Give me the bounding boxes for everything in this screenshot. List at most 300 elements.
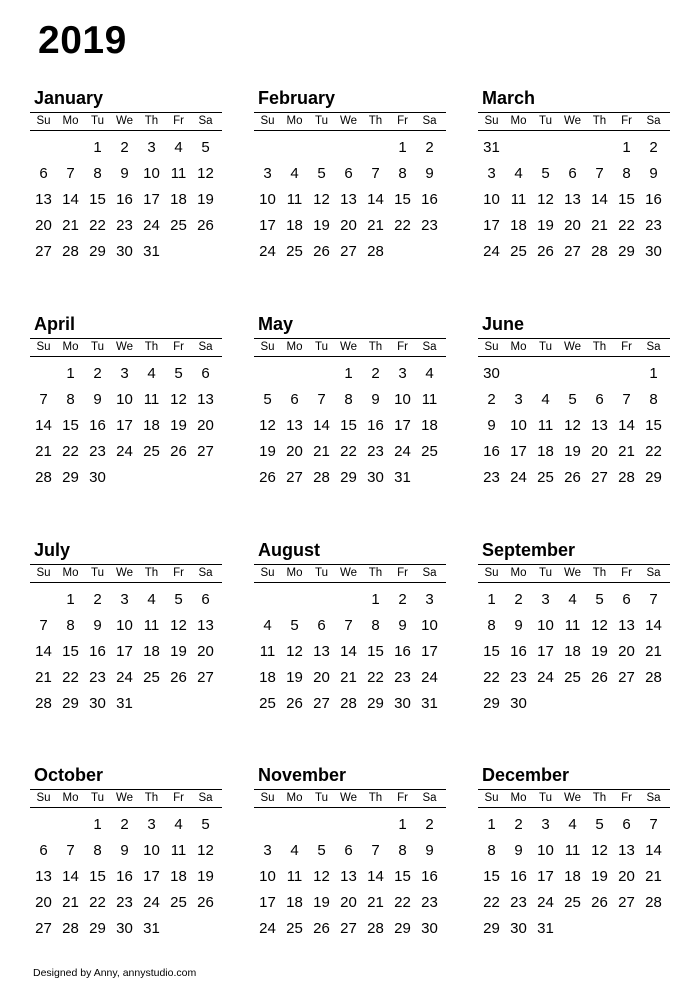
day-cell: 22 — [394, 217, 411, 234]
day-cell: 3 — [263, 165, 272, 182]
day-cell: 15 — [618, 191, 635, 208]
day-cell: 23 — [367, 443, 384, 460]
day-cell: 5 — [201, 816, 210, 833]
weekday-header — [30, 789, 222, 808]
weekday-label: We — [115, 341, 134, 353]
day-cell: 22 — [340, 443, 357, 460]
day-cell: 28 — [313, 469, 330, 486]
weekday-label: Mo — [62, 341, 79, 353]
weekday-header — [478, 789, 670, 808]
day-cell: 1 — [398, 139, 407, 156]
day-cell: 17 — [259, 217, 276, 234]
weekday-header — [254, 789, 446, 808]
day-cell: 9 — [514, 842, 523, 859]
month-august — [254, 539, 446, 720]
day-cell: 19 — [197, 191, 214, 208]
day-cell: 12 — [197, 165, 214, 182]
day-cell: 20 — [618, 643, 635, 660]
day-cell: 27 — [313, 695, 330, 712]
weekday-label: Th — [144, 341, 159, 353]
weekday-label: Tu — [91, 567, 104, 579]
weekday-label: Mo — [62, 115, 79, 127]
day-cell: 21 — [618, 443, 635, 460]
day-cell: 30 — [421, 920, 438, 937]
day-cell: 3 — [425, 591, 434, 608]
day-cell: 20 — [197, 417, 214, 434]
day-cell: 6 — [622, 816, 631, 833]
day-cell: 1 — [398, 816, 407, 833]
day-cell: 20 — [564, 217, 581, 234]
weekday-label: Th — [592, 341, 607, 353]
day-cell: 14 — [35, 643, 52, 660]
day-cell: 18 — [170, 191, 187, 208]
day-cell: 12 — [564, 417, 581, 434]
weekday-label: Su — [260, 115, 275, 127]
month-july — [30, 539, 222, 720]
weekday-label: Sa — [646, 567, 661, 579]
weekday-label: Su — [484, 567, 499, 579]
day-cell: 25 — [564, 894, 581, 911]
weekday-label: Th — [592, 792, 607, 804]
day-cell: 9 — [120, 165, 129, 182]
weekday-label: Mo — [286, 567, 303, 579]
day-cell: 27 — [35, 920, 52, 937]
day-cell: 29 — [483, 695, 500, 712]
day-cell: 14 — [62, 868, 79, 885]
day-cell: 8 — [398, 842, 407, 859]
weekday-label: Sa — [198, 567, 213, 579]
day-cell: 7 — [595, 165, 604, 182]
day-cell: 26 — [564, 469, 581, 486]
day-cell: 26 — [537, 243, 554, 260]
day-cell: 2 — [93, 591, 102, 608]
day-cell: 16 — [116, 191, 133, 208]
day-cell: 8 — [93, 842, 102, 859]
day-cell: 26 — [170, 669, 187, 686]
day-cell: 30 — [483, 365, 500, 382]
day-cell: 25 — [537, 469, 554, 486]
day-cell: 25 — [170, 894, 187, 911]
day-cell: 10 — [143, 165, 160, 182]
day-cell: 12 — [170, 617, 187, 634]
day-cell: 26 — [259, 469, 276, 486]
weekday-label: Th — [592, 567, 607, 579]
weekday-label: We — [339, 792, 358, 804]
day-cell: 11 — [170, 165, 187, 182]
day-cell: 24 — [116, 669, 133, 686]
day-cell: 26 — [313, 920, 330, 937]
day-cell: 3 — [147, 816, 156, 833]
day-cell: 13 — [618, 842, 635, 859]
weekday-label: Tu — [91, 341, 104, 353]
day-cell: 8 — [66, 391, 75, 408]
day-cell: 9 — [514, 617, 523, 634]
day-cell: 26 — [286, 695, 303, 712]
day-cell: 28 — [618, 469, 635, 486]
day-cell: 21 — [62, 894, 79, 911]
weekday-label: Mo — [286, 341, 303, 353]
day-cell: 29 — [340, 469, 357, 486]
day-cell: 28 — [35, 695, 52, 712]
day-cell: 1 — [344, 365, 353, 382]
weekday-header — [30, 564, 222, 583]
day-cell: 16 — [367, 417, 384, 434]
day-cell: 27 — [340, 920, 357, 937]
day-cell: 12 — [537, 191, 554, 208]
day-cell: 8 — [649, 391, 658, 408]
day-cell: 4 — [147, 591, 156, 608]
day-cell: 13 — [286, 417, 303, 434]
day-cell: 22 — [618, 217, 635, 234]
day-cell: 7 — [66, 842, 75, 859]
day-cell: 2 — [120, 816, 129, 833]
month-june — [478, 313, 670, 494]
weekday-label: Fr — [621, 341, 632, 353]
month-may — [254, 313, 446, 494]
day-cell: 29 — [89, 243, 106, 260]
day-cell: 21 — [340, 669, 357, 686]
weekday-label: Tu — [91, 792, 104, 804]
day-cell: 22 — [89, 894, 106, 911]
day-cell: 2 — [120, 139, 129, 156]
day-cell: 19 — [170, 643, 187, 660]
day-cell: 15 — [340, 417, 357, 434]
day-cell: 29 — [394, 920, 411, 937]
day-cell: 3 — [120, 591, 129, 608]
day-cell: 10 — [421, 617, 438, 634]
day-cell: 17 — [483, 217, 500, 234]
day-cell: 4 — [174, 816, 183, 833]
day-cell: 24 — [537, 669, 554, 686]
day-cell: 4 — [514, 165, 523, 182]
day-cell: 12 — [170, 391, 187, 408]
day-cell: 29 — [62, 695, 79, 712]
month-name: May — [258, 314, 294, 334]
day-cell: 23 — [394, 669, 411, 686]
day-cell: 13 — [340, 191, 357, 208]
day-cell: 22 — [89, 217, 106, 234]
day-cell: 8 — [344, 391, 353, 408]
day-cell: 13 — [313, 643, 330, 660]
day-cell: 5 — [174, 591, 183, 608]
month-name: December — [482, 765, 570, 785]
day-cell: 10 — [259, 868, 276, 885]
day-cell: 11 — [564, 842, 581, 859]
day-cell: 2 — [649, 139, 658, 156]
day-cell: 11 — [143, 391, 160, 408]
day-cell: 22 — [367, 669, 384, 686]
day-cell: 31 — [483, 139, 500, 156]
month-february — [254, 87, 446, 268]
day-cell: 19 — [170, 417, 187, 434]
weekday-label: Th — [144, 792, 159, 804]
weekday-label: Th — [144, 115, 159, 127]
day-cell: 3 — [541, 591, 550, 608]
day-cell: 9 — [371, 391, 380, 408]
day-cell: 4 — [290, 842, 299, 859]
day-cell: 16 — [89, 417, 106, 434]
day-cell: 10 — [537, 842, 554, 859]
day-cell: 6 — [622, 591, 631, 608]
day-cell: 14 — [367, 868, 384, 885]
day-cell: 11 — [143, 617, 160, 634]
day-cell: 13 — [618, 617, 635, 634]
day-cell: 1 — [649, 365, 658, 382]
weekday-label: Tu — [539, 115, 552, 127]
weekday-label: Fr — [397, 792, 408, 804]
day-cell: 6 — [290, 391, 299, 408]
weekday-label: Su — [484, 115, 499, 127]
day-cell: 20 — [313, 669, 330, 686]
weekday-label: We — [115, 115, 134, 127]
day-cell: 14 — [618, 417, 635, 434]
day-cell: 19 — [591, 868, 608, 885]
day-cell: 16 — [421, 868, 438, 885]
weekday-label: Mo — [286, 792, 303, 804]
day-cell: 8 — [398, 165, 407, 182]
day-cell: 11 — [564, 617, 581, 634]
weekday-label: Mo — [286, 115, 303, 127]
day-cell: 4 — [568, 816, 577, 833]
day-cell: 5 — [317, 842, 326, 859]
weekday-label: Sa — [422, 115, 437, 127]
weekday-label: Tu — [315, 341, 328, 353]
day-cell: 20 — [35, 894, 52, 911]
month-name: June — [482, 314, 525, 334]
day-cell: 14 — [35, 417, 52, 434]
day-cell: 11 — [286, 191, 303, 208]
day-cell: 7 — [649, 591, 658, 608]
day-cell: 24 — [394, 443, 411, 460]
day-cell: 6 — [39, 165, 48, 182]
day-cell: 30 — [89, 695, 106, 712]
day-cell: 31 — [394, 469, 411, 486]
day-cell: 29 — [483, 920, 500, 937]
day-cell: 19 — [313, 894, 330, 911]
day-cell: 30 — [367, 469, 384, 486]
day-cell: 16 — [89, 643, 106, 660]
day-cell: 2 — [514, 591, 523, 608]
weekday-label: Sa — [646, 792, 661, 804]
day-cell: 9 — [649, 165, 658, 182]
day-cell: 22 — [483, 669, 500, 686]
month-september — [478, 539, 670, 720]
day-cell: 5 — [541, 165, 550, 182]
day-cell: 26 — [313, 243, 330, 260]
day-cell: 16 — [510, 868, 527, 885]
day-cell: 6 — [39, 842, 48, 859]
day-cell: 2 — [514, 816, 523, 833]
day-cell: 18 — [286, 894, 303, 911]
weekday-label: We — [339, 567, 358, 579]
month-march — [478, 87, 670, 268]
day-cell: 3 — [487, 165, 496, 182]
day-cell: 16 — [510, 643, 527, 660]
day-cell: 1 — [487, 591, 496, 608]
day-cell: 28 — [62, 920, 79, 937]
day-cell: 2 — [425, 139, 434, 156]
weekday-label: Mo — [510, 115, 527, 127]
weekday-label: Su — [36, 115, 51, 127]
day-cell: 7 — [39, 391, 48, 408]
weekday-label: Tu — [539, 792, 552, 804]
day-cell: 23 — [116, 894, 133, 911]
day-cell: 8 — [487, 617, 496, 634]
day-cell: 15 — [483, 868, 500, 885]
month-january — [30, 87, 222, 268]
day-cell: 6 — [344, 842, 353, 859]
day-cell: 24 — [537, 894, 554, 911]
day-cell: 18 — [510, 217, 527, 234]
weekday-label: Sa — [422, 792, 437, 804]
day-cell: 1 — [371, 591, 380, 608]
day-cell: 5 — [290, 617, 299, 634]
day-cell: 24 — [421, 669, 438, 686]
day-cell: 15 — [367, 643, 384, 660]
day-cell: 29 — [367, 695, 384, 712]
weekday-label: Tu — [315, 567, 328, 579]
day-cell: 7 — [371, 165, 380, 182]
day-cell: 4 — [568, 591, 577, 608]
day-cell: 21 — [35, 669, 52, 686]
weekday-header — [30, 112, 222, 131]
day-cell: 3 — [398, 365, 407, 382]
day-cell: 20 — [618, 868, 635, 885]
day-cell: 10 — [143, 842, 160, 859]
day-cell: 17 — [537, 643, 554, 660]
day-cell: 13 — [197, 617, 214, 634]
day-cell: 21 — [367, 894, 384, 911]
day-cell: 23 — [89, 669, 106, 686]
day-cell: 26 — [197, 217, 214, 234]
day-cell: 23 — [510, 894, 527, 911]
day-cell: 7 — [344, 617, 353, 634]
day-cell: 28 — [645, 669, 662, 686]
weekday-label: Fr — [621, 115, 632, 127]
day-cell: 24 — [259, 920, 276, 937]
day-cell: 23 — [645, 217, 662, 234]
day-cell: 12 — [286, 643, 303, 660]
month-name: March — [482, 88, 536, 108]
day-cell: 15 — [394, 868, 411, 885]
day-cell: 23 — [483, 469, 500, 486]
day-cell: 23 — [89, 443, 106, 460]
day-cell: 21 — [62, 217, 79, 234]
day-cell: 20 — [340, 894, 357, 911]
day-cell: 24 — [510, 469, 527, 486]
weekday-label: We — [115, 567, 134, 579]
day-cell: 20 — [591, 443, 608, 460]
day-cell: 6 — [568, 165, 577, 182]
day-cell: 25 — [259, 695, 276, 712]
weekday-label: Th — [368, 792, 383, 804]
day-cell: 27 — [564, 243, 581, 260]
day-cell: 21 — [645, 643, 662, 660]
day-cell: 16 — [116, 868, 133, 885]
day-cell: 12 — [591, 617, 608, 634]
day-cell: 9 — [398, 617, 407, 634]
day-cell: 12 — [313, 868, 330, 885]
weekday-label: Fr — [173, 341, 184, 353]
day-cell: 8 — [371, 617, 380, 634]
day-cell: 28 — [340, 695, 357, 712]
day-cell: 19 — [591, 643, 608, 660]
day-cell: 18 — [421, 417, 438, 434]
day-cell: 5 — [174, 365, 183, 382]
day-cell: 2 — [93, 365, 102, 382]
weekday-header — [478, 112, 670, 131]
day-cell: 7 — [622, 391, 631, 408]
day-cell: 15 — [89, 868, 106, 885]
day-cell: 12 — [259, 417, 276, 434]
day-cell: 4 — [263, 617, 272, 634]
month-name: September — [482, 540, 576, 560]
weekday-header — [254, 112, 446, 131]
day-cell: 3 — [120, 365, 129, 382]
day-cell: 7 — [39, 617, 48, 634]
day-cell: 26 — [170, 443, 187, 460]
day-cell: 2 — [371, 365, 380, 382]
weekday-label: Mo — [62, 792, 79, 804]
day-cell: 15 — [483, 643, 500, 660]
month-name: February — [258, 88, 336, 108]
month-november — [254, 764, 446, 945]
day-cell: 5 — [595, 591, 604, 608]
day-cell: 18 — [143, 417, 160, 434]
weekday-label: Tu — [91, 115, 104, 127]
day-cell: 26 — [591, 894, 608, 911]
weekday-header — [254, 564, 446, 583]
day-cell: 13 — [35, 191, 52, 208]
weekday-label: Mo — [62, 567, 79, 579]
day-cell: 11 — [286, 868, 303, 885]
weekday-label: We — [563, 341, 582, 353]
weekday-label: Th — [368, 567, 383, 579]
day-cell: 6 — [317, 617, 326, 634]
day-cell: 22 — [394, 894, 411, 911]
day-cell: 18 — [564, 868, 581, 885]
month-december — [478, 764, 670, 945]
day-cell: 6 — [595, 391, 604, 408]
day-cell: 30 — [89, 469, 106, 486]
day-cell: 4 — [147, 365, 156, 382]
day-cell: 27 — [618, 894, 635, 911]
weekday-label: We — [339, 341, 358, 353]
day-cell: 5 — [201, 139, 210, 156]
day-cell: 1 — [66, 365, 75, 382]
day-cell: 4 — [425, 365, 434, 382]
day-cell: 24 — [483, 243, 500, 260]
day-cell: 1 — [66, 591, 75, 608]
weekday-label: Tu — [315, 115, 328, 127]
day-cell: 17 — [143, 868, 160, 885]
day-cell: 11 — [259, 643, 276, 660]
weekday-label: Su — [36, 341, 51, 353]
day-cell: 23 — [116, 217, 133, 234]
day-cell: 21 — [591, 217, 608, 234]
day-cell: 8 — [93, 165, 102, 182]
day-cell: 25 — [286, 920, 303, 937]
day-cell: 2 — [487, 391, 496, 408]
weekday-header — [254, 338, 446, 357]
day-cell: 31 — [537, 920, 554, 937]
day-cell: 2 — [425, 816, 434, 833]
weekday-label: Sa — [198, 792, 213, 804]
day-cell: 30 — [645, 243, 662, 260]
day-cell: 28 — [645, 894, 662, 911]
weekday-label: Th — [144, 567, 159, 579]
weekday-label: Sa — [646, 341, 661, 353]
